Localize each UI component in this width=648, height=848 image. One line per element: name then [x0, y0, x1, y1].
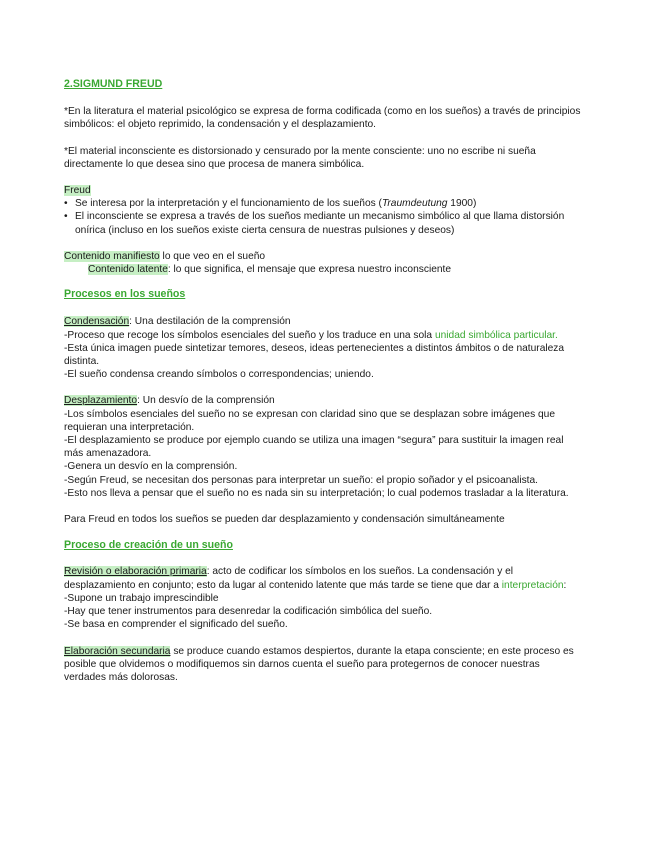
condensacion-label: Condensación	[64, 316, 130, 328]
document-title: 2.SIGMUND FREUD	[64, 78, 163, 90]
freud-bullets	[64, 197, 584, 237]
intro-paragraph-2: *El material inconsciente es distorsionado y censurado por la mente consciente: uno no escribe ni sueña directamente lo que desea sino que procesa de manera simbólica.	[64, 145, 536, 170]
desplazamiento-label: Desplazamiento	[64, 395, 138, 407]
condensacion-definition: : Una destilación de la comprensión	[129, 316, 291, 328]
para-freud-paragraph: Para Freud en todos los sueños se pueden dar desplazamiento y condensación simultáneamente	[64, 514, 505, 526]
document-page	[64, 78, 584, 684]
desplazamiento-line-3: -Genera un desvío en la comprensión.	[64, 461, 238, 473]
desplazamiento-line-1: -Los símbolos esenciales del sueño no se expresan con claridad sino que se desplazan sobre imágenes que requieran una interpretación.	[64, 408, 556, 433]
freud-section	[64, 184, 584, 237]
condensacion-line-1: -Proceso que recoge los símbolos esenciales del sueño y los traduce en una sola unidad simbólica particular.	[64, 329, 558, 341]
primaria-section	[64, 565, 584, 631]
secundaria-label: Elaboración secundaria	[64, 645, 171, 657]
freud-bullet-2: • El inconsciente se expresa a través de los sueños mediante un mecanismo simbólico al que llama distorsión onírica (incluso en los sueños existe cierta censura de nuestras pulsiones y deseos)	[64, 210, 584, 236]
creacion-heading: Proceso de creación de un sueño	[64, 539, 233, 552]
desplazamiento-line-4: -Según Freud, se necesitan dos personas para interpretar un sueño: el propio soñador y el psicoanalista.	[64, 474, 539, 486]
condensacion-line-3: -El sueño condensa creando símbolos o correspondencias; uniendo.	[64, 369, 374, 381]
interpretacion-text: interpretación	[501, 579, 564, 591]
desplazamiento-section	[64, 394, 584, 500]
contenido-manifiesto-text: lo que veo en el sueño	[159, 250, 266, 262]
contenido-latente-text: : lo que significa, el mensaje que expresa nuestro inconsciente	[167, 264, 452, 276]
desplazamiento-line-2: -El desplazamiento se produce por ejemplo cuando se utiliza una imagen “segura” para sustituir la imagen real más amenazadora.	[64, 435, 564, 460]
condensacion-section	[64, 315, 584, 381]
intro-paragraph-1: *En la literatura el material psicológico se expresa de forma codificada (como en los sueños) a través de principios simbólicos: el objeto reprimido, la condensación y el desplazamiento.	[64, 106, 581, 131]
freud-label: Freud	[64, 185, 91, 197]
secundaria-section	[64, 645, 584, 685]
secundaria-text: se produce cuando estamos despiertos, durante la etapa consciente; en este proceso es posible que olvidemos o modifiquemos sin darnos cuenta el sueño para protegernos de conocer nuestras verdades más dolorosas.	[64, 645, 574, 683]
condensacion-line-2: -Esta única imagen puede sintetizar temores, deseos, ideas pertenecientes a distintos ámbitos o de naturaleza distinta.	[64, 342, 565, 368]
procesos-heading: Procesos en los sueños	[64, 288, 186, 301]
contenido-latente-label: Contenido latente	[88, 264, 168, 276]
primaria-line-3: -Se basa en comprender el significado del sueño.	[64, 619, 288, 631]
freud-bullet-1: • Se interesa por la interpretación y el funcionamiento de los sueños (Traumdeutung 1900)	[64, 197, 584, 210]
primaria-label: Revisión o elaboración primaria	[64, 566, 207, 578]
primaria-line-1: -Supone un trabajo imprescindible	[64, 592, 219, 604]
contenido-section	[64, 250, 584, 276]
desplazamiento-line-5: -Esto nos lleva a pensar que el sueño no es nada sin su interpretación; lo cual podemos trasladar a la literatura.	[64, 487, 569, 499]
primaria-definition-paragraph: Revisión o elaboración primaria: acto de codificar los símbolos en los sueños. La condensación y el desplazamiento en conjunto; esto da lugar al contenido latente que más tarde se tiene que dar a interpretación:	[64, 566, 567, 591]
unidad-simbolica-text: unidad simbólica particular.	[434, 329, 558, 341]
primaria-line-2: -Hay que tener instrumentos para desenredar la codificación simbólica del sueño.	[64, 606, 433, 618]
desplazamiento-definition: : Un desvío de la comprensión	[137, 395, 275, 407]
contenido-manifiesto-label: Contenido manifiesto	[64, 250, 160, 262]
